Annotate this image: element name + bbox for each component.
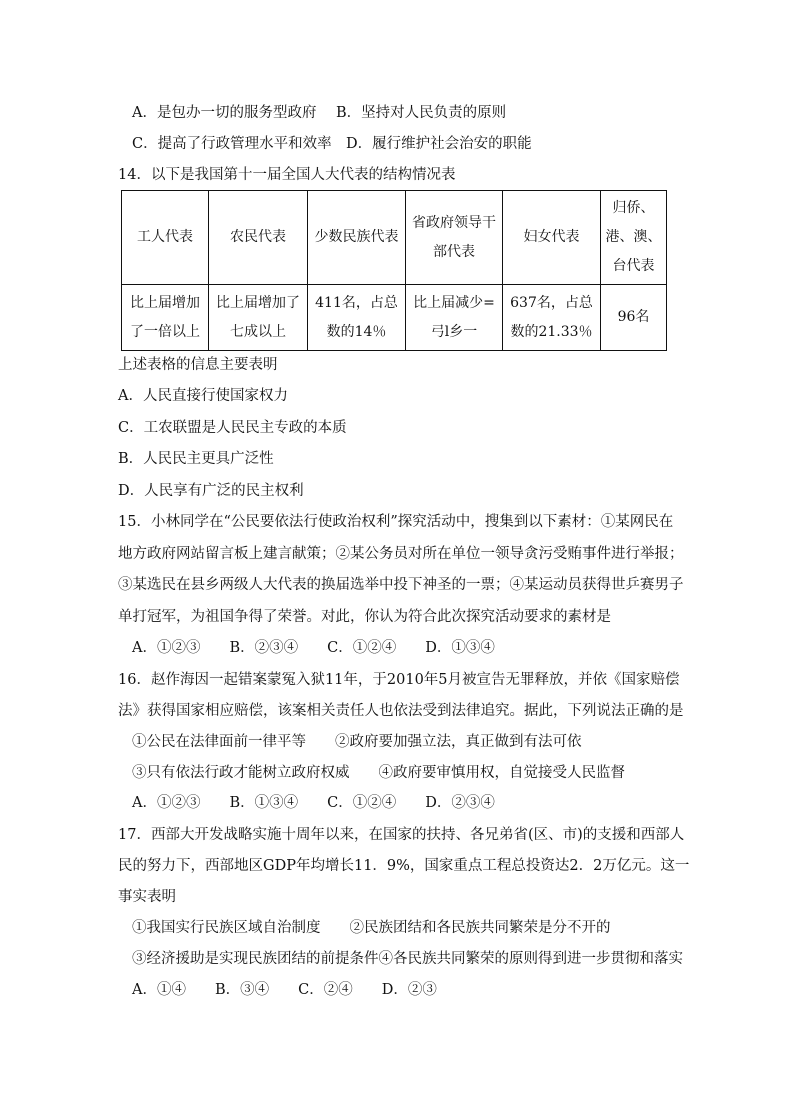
header-worker: 工人代表 <box>122 191 209 285</box>
q16-items-1: ①公民在法律面前一律平等 ②政府要加强立法，真正做到有法可依 <box>132 734 582 750</box>
cell-minority: 411名，占总数的14％ <box>308 285 406 351</box>
q15-line-2: 地方政府网站留言板上建言献策；②某公务员对所在单位一领导贪污受贿事件进行举报； <box>118 546 684 562</box>
q14-stem: 14．以下是我国第十一届全国人大代表的结构情况表 <box>118 167 456 183</box>
q16-items-2: ③只有依法行政才能树立政府权威 ④政府要审慎用权，自觉接受人民监督 <box>132 765 625 781</box>
q17-items-1: ①我国实行民族区域自治制度 ②民族团结和各民族共同繁荣是分不开的 <box>132 920 611 936</box>
q14-question: 上述表格的信息主要表明 <box>118 357 278 373</box>
cell-farmer: 比上届增加了七成以上 <box>209 285 308 351</box>
q13-option-b: B．坚持对人民负责的原则 <box>336 105 507 121</box>
q13-option-c: C．提高了行政管理水平和效率 <box>132 136 332 152</box>
table-header-row <box>122 191 667 285</box>
q17-options: A．①④ B．③④ C．②④ D．②③ <box>132 982 437 998</box>
cell-worker: 比上届增加了一倍以上 <box>122 285 209 351</box>
header-provincial-officials: 省政府领导干部代表 <box>406 191 503 285</box>
q17-line-2: 民的努力下，西部地区GDP年均增长11．9%，国家重点工程总投资达2．2万亿元。这一 <box>118 858 690 874</box>
header-farmer: 农民代表 <box>209 191 308 285</box>
q17-items-2: ③经济援助是实现民族团结的前提条件④各民族共同繁荣的原则得到进一步贯彻和落实 <box>132 951 683 967</box>
header-women: 妇女代表 <box>503 191 601 285</box>
q14-option-b: B．人民民主更具广泛性 <box>118 451 274 467</box>
q14-option-d: D．人民享有广泛的民主权利 <box>118 483 304 499</box>
q15-options: A．①②③ B．②③④ C．①②④ D．①③④ <box>132 640 495 656</box>
q15-line-4: 单打冠军，为祖国争得了荣誉。对此，你认为符合此次探究活动要求的素材是 <box>118 609 611 625</box>
q16-line-1: 16．赵作海因一起错案蒙冤入狱11年，于2010年5月被宣告无罪释放，并依《国家赔偿 <box>118 672 680 688</box>
header-overseas: 归侨、港、澳、台代表 <box>601 191 667 285</box>
q17-line-1: 17．西部大开发战略实施十周年以来，在国家的扶持、各兄弟省(区、市)的支援和西部人 <box>118 827 685 843</box>
representative-structure-table <box>121 190 667 351</box>
q13-option-d: D．履行维护社会治安的职能 <box>346 136 532 152</box>
q16-line-2: 法》获得国家相应赔偿，该案相关责任人也依法受到法律追究。据此，下列说法正确的是 <box>118 703 684 719</box>
q16-options: A．①②③ B．①③④ C．①②④ D．②③④ <box>132 795 495 811</box>
q13-option-a: A．是包办一切的服务型政府 <box>132 105 317 121</box>
q15-line-3: ③某选民在县乡两级人大代表的换届选举中投下神圣的一票；④某运动员获得世乒赛男子 <box>118 577 684 593</box>
q14-option-a: A．人民直接行使国家权力 <box>118 388 288 404</box>
table-row <box>122 285 667 351</box>
cell-women: 637名，占总数的21.33％ <box>503 285 601 351</box>
q17-line-3: 事实表明 <box>118 889 176 905</box>
header-minority: 少数民族代表 <box>308 191 406 285</box>
cell-provincial-officials: 比上届减少=弓l乡一 <box>406 285 503 351</box>
q14-option-c: C．工农联盟是人民民主专政的本质 <box>118 420 347 436</box>
q15-line-1: 15．小林同学在“公民要依法行使政治权利”探究活动中，搜集到以下素材：①某网民在 <box>118 514 674 530</box>
cell-overseas: 96名 <box>601 285 667 351</box>
